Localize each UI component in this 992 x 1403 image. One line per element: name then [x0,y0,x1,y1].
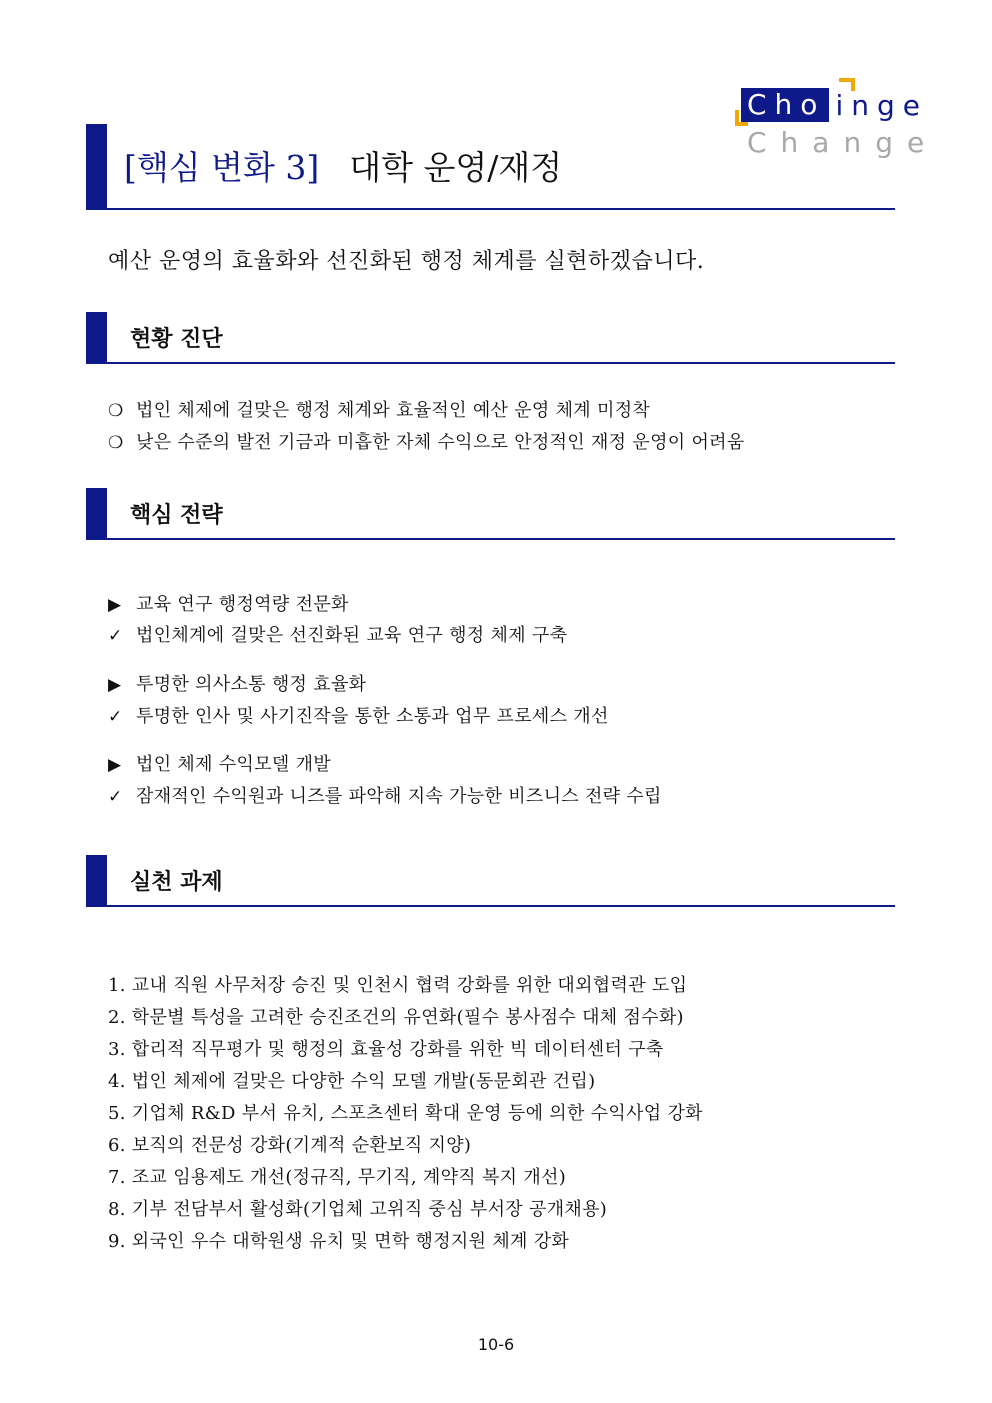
strategy-detail: ✓ 법인체계에 걸맞은 선진화된 교육 연구 행정 체제 구축 [108,625,568,646]
section-title: 실천 과제 [130,869,223,895]
strategy-detail: ✓ 투명한 인사 및 사기진작을 통한 소통과 업무 프로세스 개선 [108,706,609,727]
section-header-status [86,312,895,364]
section-title: 현황 진단 [130,326,223,352]
page-number: 10-6 [477,1335,515,1354]
page-title-block [86,124,895,210]
task-item: 1. 교내 직원 사무처장 승진 및 인천시 협력 강화를 위한 대외협력관 도입 [108,975,688,996]
logo-rest-text: nge [851,88,928,122]
strategy-detail: ✓ 잠재적인 수익원과 니즈를 파악해 지속 가능한 비즈니스 전략 수립 [108,786,662,807]
logo-boxed-text: Cho [741,88,829,122]
title-accent-bar [86,124,107,208]
triangle-bullet-icon: ▶ [108,595,122,615]
task-item: 7. 조교 임용제도 개선(정규직, 무기직, 계약직 복지 개선) [108,1167,567,1188]
section-accent-bar [86,855,107,905]
section-header-tasks [86,855,895,907]
strategy-title: ▶ 투명한 의사소통 행정 효율화 [108,674,367,695]
section-accent-bar [86,312,107,362]
strategy-title: ▶ 법인 체제 수익모델 개발 [108,754,331,775]
title-main: 대학 운영/재정 [349,148,563,187]
task-item: 9. 외국인 우수 대학원생 유치 및 면학 행정지원 체계 강화 [108,1231,570,1252]
task-item: 8. 기부 전담부서 활성화(기업체 고위직 중심 부서장 공개채용) [108,1199,608,1220]
title-chapter: [핵심 변화 3] [124,148,320,187]
logo-bottom-line: Change [747,126,939,159]
task-item: 2. 학문별 특성을 고려한 승진조건의 유연화(필수 봉사점수 대체 점수화) [108,1007,684,1028]
status-item: ❍ 낮은 수준의 발전 기금과 미흡한 자체 수익으로 안정적인 재정 운영이 어려움 [108,432,745,453]
triangle-bullet-icon: ▶ [108,675,122,695]
task-item: 3. 합리적 직무평가 및 행정의 효율성 강화를 위한 빅 데이터센터 구축 [108,1039,664,1060]
check-icon: ✓ [108,787,123,807]
status-item: ❍ 법인 체제에 걸맞은 행정 체계와 효율적인 예산 운영 체계 미정착 [108,400,651,421]
strategy-title: ▶ 교육 연구 행정역량 전문화 [108,594,349,615]
page-title [124,142,562,189]
triangle-bullet-icon: ▶ [108,755,122,775]
task-item: 5. 기업체 R&D 부서 유치, 스포츠센터 확대 운영 등에 의한 수익사업 강화 [108,1103,703,1124]
intro-statement: 예산 운영의 효율화와 선진화된 행정 체계를 실현하겠습니다. [108,249,705,274]
section-title: 핵심 전략 [130,502,223,528]
logo-i: i [835,88,852,122]
logo-top-line [741,88,928,122]
check-icon: ✓ [108,707,123,727]
task-item: 6. 보직의 전문성 강화(기계적 순환보직 지양) [108,1135,472,1156]
check-icon: ✓ [108,626,123,646]
section-accent-bar [86,488,107,538]
circle-bullet-icon: ❍ [108,433,124,453]
circle-bullet-icon: ❍ [108,401,124,421]
section-header-strategy [86,488,895,540]
task-item: 4. 법인 체제에 걸맞은 다양한 수익 모델 개발(동문회관 건립) [108,1071,596,1092]
